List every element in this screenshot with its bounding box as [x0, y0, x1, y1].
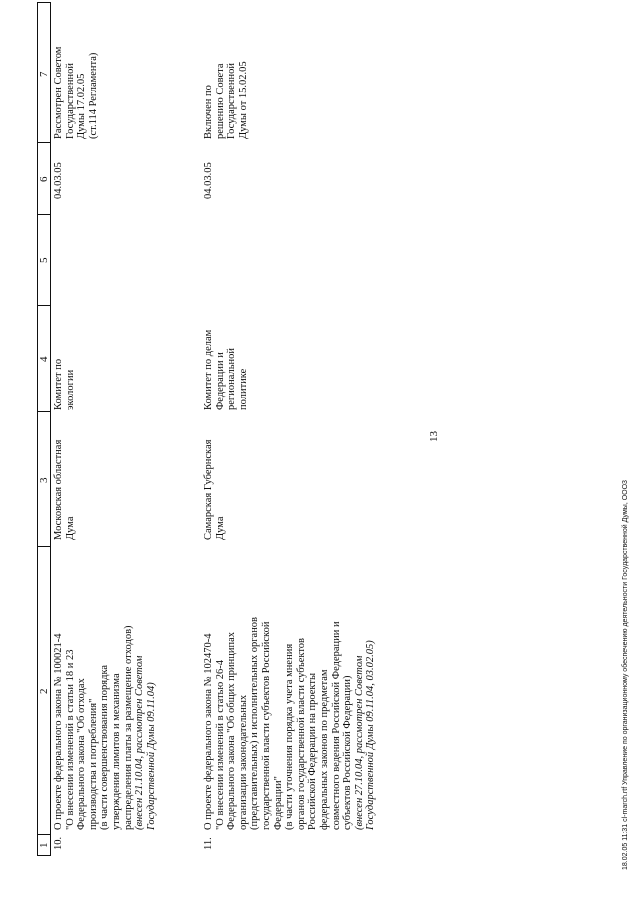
- text-line: (ст.114 Регламента): [87, 52, 99, 139]
- text-line: (в части уточнения порядка учета мнения: [284, 643, 296, 830]
- text-line: (представительных) и исполнительных органов: [249, 616, 261, 830]
- text-line: государственной власти субъектов Российской: [260, 621, 272, 830]
- text-line: экологии: [64, 369, 76, 410]
- table-left-line: [37, 855, 51, 856]
- text-line: утверждения лимитов и механизма: [110, 673, 122, 830]
- col-header-7: 7: [38, 71, 50, 77]
- text-line: Федерации и: [214, 352, 226, 410]
- table-right-line: [37, 2, 51, 3]
- row-11-initiator: [203, 440, 226, 540]
- row-11-status: [203, 61, 249, 139]
- text-line: "О внесении изменений в статью 26-4: [214, 659, 226, 830]
- col-header-4: 4: [38, 356, 50, 362]
- row-11-date: 04.03.05: [203, 162, 214, 199]
- table-top-line: [37, 2, 38, 856]
- col-separator-6: [37, 142, 51, 143]
- text-line: Государственной: [226, 63, 238, 139]
- row-11-bill-description: [203, 617, 377, 830]
- page-number: 13: [428, 431, 440, 442]
- text-line: субъектов Российской Федерации): [342, 675, 354, 830]
- text-line-italic: Государственной Думы 09.11.04, 03.02.05): [365, 640, 377, 830]
- col-header-1: 1: [38, 842, 50, 848]
- col-header-3: 3: [38, 477, 50, 483]
- text-line: организации законодательных: [237, 694, 249, 830]
- col-separator-3: [37, 411, 51, 412]
- text-line: (в части совершенствования порядка: [99, 664, 111, 830]
- col-header-5: 5: [38, 257, 50, 263]
- text-line: политике: [237, 368, 249, 410]
- text-line-italic: (внесен 27.10.04, рассмотрен Советом: [353, 655, 365, 830]
- text-line-italic: Государственной Думы 09.11.04): [145, 682, 157, 830]
- text-line: региональной: [226, 348, 238, 410]
- text-line: Московская областная: [53, 439, 64, 540]
- text-line: "О внесении изменений в статьи 18 и 23: [64, 649, 76, 830]
- text-line: Комитет по: [53, 358, 64, 410]
- text-line: Рассмотрен Советом: [53, 46, 64, 139]
- table-header-bottom-line: [50, 2, 51, 856]
- text-line: федеральных законов по предметам: [318, 669, 330, 830]
- text-line: совместного ведения Российской Федерации и: [330, 621, 342, 830]
- text-line: Российской Федерации на проекты: [307, 672, 319, 830]
- text-line: Дума: [64, 516, 76, 540]
- row-10-bill-description: [53, 625, 157, 830]
- text-line: Федерального закона "Об общих принципах: [226, 631, 238, 830]
- row-11-committee: [203, 330, 249, 410]
- text-line: Включен по: [203, 85, 214, 139]
- row-10-initiator: [53, 440, 76, 540]
- text-line: решению Совета: [214, 63, 226, 139]
- text-line: О проекте федерального закона № 100021-4: [53, 633, 64, 830]
- text-line: распределения платы за размещение отходов): [122, 625, 134, 830]
- col-header-6: 6: [38, 176, 50, 182]
- text-line: Федерации": [272, 776, 284, 830]
- text-line: органов государственной власти субъектов: [295, 637, 307, 830]
- row-10-number: 10.: [53, 836, 64, 850]
- row-11-number: 11.: [203, 837, 214, 850]
- row-10-status: [53, 47, 99, 139]
- text-line: Федерального закона "Об отходах: [76, 678, 88, 830]
- text-line-italic: (внесен 21.10.04, рассмотрен Советом: [134, 655, 146, 830]
- document-footer: 18.02.05 11:31 cl-march.rtf Управление по организационному обеспечению деятельности Государственной Думы, ООО3: [622, 480, 629, 870]
- text-line: Комитет по делам: [203, 329, 214, 410]
- col-separator-2: [37, 546, 51, 547]
- col-separator-4: [37, 305, 51, 306]
- text-line: О проекте федерального закона № 102470-4: [203, 633, 214, 830]
- text-line: Дума: [214, 516, 226, 540]
- text-line: производства и потребления": [87, 698, 99, 830]
- text-line: Государственной: [64, 63, 76, 139]
- row-10-committee: [53, 359, 76, 410]
- text-line: Думы от 15.02.05: [237, 61, 249, 139]
- col-separator-5: [37, 214, 51, 215]
- col-separator-1: [37, 834, 51, 835]
- col-header-2: 2: [38, 688, 50, 694]
- text-line: Самарская Губернская: [203, 439, 214, 540]
- text-line: Думы 17.02.05: [76, 73, 88, 139]
- row-10-date: 04.03.05: [53, 162, 64, 199]
